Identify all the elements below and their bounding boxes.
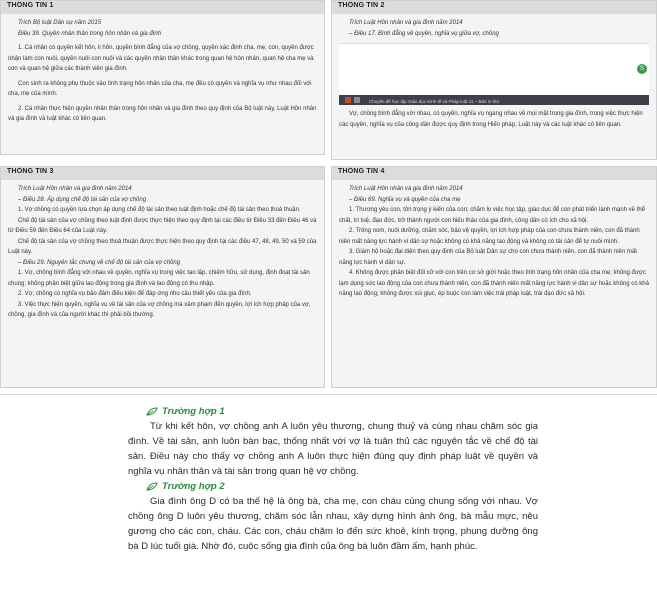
info-box-3-paragraph: Chế độ tài sản của vợ chồng theo luật định được thực hiện theo quy định tại các điều từ Điều 33 đến Điều 46 và từ Điều 59 đến Điều 64 của Luật này. <box>8 217 317 234</box>
info-box-4 <box>331 166 657 388</box>
info-box-1-paragraph: 2. Cá nhân thực hiện quyền nhân thân trong hôn nhân và gia đình theo quy định của Bộ luật này, Luật Hôn nhân và gia đình và luật khác có liên quan. <box>8 105 317 122</box>
case-1-text: Từ khi kết hôn, vợ chồng anh A luôn yêu thương, chung thuỷ và cùng nhau chăm sóc gia đình. Về tài sản, anh luôn bàn bạc, thống nhất với vợ là tuân thủ các nguyên tắc về chế độ tài sản. Điều này cho thấy vợ chồng anh A luôn thực hiện đúng quy định pháp luật về quyền và nghĩa vụ nhân thân và tài sản trong quan hệ vợ chồng. <box>128 421 538 477</box>
info-box-4-paragraph: 1. Thương yêu con, tôn trọng ý kiến của con; chăm lo việc học tập, giáo dục để con phát triển lành mạnh về thể chất, trí tuệ, đạo đức, trở thành người con hiếu thảo của gia đình, công dân có ích cho xã hội. <box>339 207 646 224</box>
info-box-3-paragraph: 1. Vợ, chồng bình đẳng với nhau về quyền, nghĩa vụ trong việc tạo lập, chiếm hữu, sử dụng, định đoạt tài sản chung; không phân biệt giữa lao động trong gia đình và lao động có thu nhập. <box>8 270 310 287</box>
info-box-3-body <box>1 180 324 324</box>
info-box-2 <box>331 0 657 160</box>
info-box-1-source: Trích Bộ luật Dân sự năm 2015 <box>18 20 102 26</box>
info-box-3-title: THÔNG TIN 3 <box>1 167 324 180</box>
info-box-3-paragraph: 2. Vợ, chồng có nghĩa vụ bảo đảm điều kiện để đáp ứng nhu cầu thiết yếu của gia đình. <box>18 291 252 297</box>
info-box-4-paragraph: 2. Trông nom, nuôi dưỡng, chăm sóc, bảo vệ quyền, lợi ích hợp pháp của con chưa thành niên, con đã thành niên mất năng lực hành vi dân sự hoặc không có khả năng lao động và không có tài sản để tự nuôi mình. <box>339 228 640 245</box>
info-box-4-paragraph: 4. Không được phân biệt đối xử với con trên cơ sở giới hoặc theo tình trạng hôn nhân của cha mẹ; không được lạm dụng sức lao động của con chưa thành niên, con đã thành niên mất năng lực hành vi dân sự hoặc không có khả năng lao động; không được xúi giục, ép buộc con làm việc trái pháp luật, trái đạo đức xã hội. <box>339 270 649 297</box>
info-box-1-body <box>1 14 324 128</box>
info-box-3-article: – Điều 29. Nguyên tắc chung về chế độ tài sản của vợ chồng <box>18 259 181 266</box>
info-box-3 <box>0 166 325 388</box>
info-box-3-paragraph: 1. Vợ chồng có quyền lựa chọn áp dụng chế độ tài sản theo luật định hoặc chế độ tài sản theo thoả thuận. <box>18 207 301 213</box>
case-2-label: Trường hợp 2 <box>162 481 225 492</box>
leaf-icon <box>146 407 158 416</box>
case-1-label: Trường hợp 1 <box>162 406 225 417</box>
case-studies <box>118 404 538 554</box>
info-box-3-source: Trích Luật Hôn nhân và gia đình năm 2014 <box>18 186 132 192</box>
square-icon <box>345 97 351 103</box>
info-box-3-paragraph: Chế độ tài sản của vợ chồng theo thoả thuận được thực hiện theo quy định tại các điều 47, 48, 49, 50 và 59 của Luật này. <box>8 238 317 255</box>
info-box-4-paragraph: 3. Giám hộ hoặc đại diện theo quy định của Bộ luật Dân sự cho con chưa thành niên, con đã thành niên mất năng lực hành vi dân sự. <box>339 249 637 266</box>
info-box-4-article: – Điều 69. Nghĩa vụ và quyền của cha mẹ <box>349 196 461 203</box>
leaf-icon <box>146 482 158 491</box>
info-box-1-title: THÔNG TIN 1 <box>1 1 324 14</box>
page-badge-icon: S <box>637 64 647 74</box>
case-2-heading <box>118 479 538 494</box>
info-box-1-paragraph: Con sinh ra không phụ thuộc vào tình trạng hôn nhân của cha, mẹ đều có quyền và nghĩa vụ như nhau đối với cha, mẹ của mình. <box>8 80 312 97</box>
info-box-1-paragraph: 1. Cá nhân có quyền kết hôn, li hôn, quyền bình đẳng của vợ chồng, quyền xác định cha, mẹ, con, quyền được nhận làm con nuôi, quyền nuôi con nuôi và các quyền nhân thân khác trong quan hệ hôn nhân, quan hệ cha mẹ và con và quan hệ giữa các thành viên gia đình. <box>8 45 314 72</box>
info-box-1 <box>0 0 325 155</box>
info-box-4-title: THÔNG TIN 4 <box>332 167 656 180</box>
section-divider <box>0 394 657 395</box>
info-box-3-paragraph: 3. Việc thực hiện quyền, nghĩa vụ về tài sản của vợ chồng mà xâm phạm đến quyền, lợi ích hợp pháp của vợ, chồng, gia đình và của người khác thì phải bồi thường. <box>8 301 311 318</box>
screenshot-caption: Chuyên đề học tập Giáo dục Kinh tế và Pháp luật 11 – Bản in thử <box>369 99 500 104</box>
screenshot-caption-bar <box>339 95 649 105</box>
square-icon <box>354 97 360 103</box>
info-box-3-article: – Điều 28. Áp dụng chế độ tài sản của vợ chồng <box>18 196 147 203</box>
embedded-screenshot <box>339 43 649 105</box>
case-2-text: Gia đình ông D có ba thế hệ là ông bà, cha mẹ, con cháu cùng chung sống với nhau. Vợ chồng ông D luôn yêu thương, chăm sóc lẫn nhau, xây dựng hình ảnh ông, bà mẫu mực, nêu gương cho các con, cháu. Các con, cháu chăm lo đến sức khoẻ, kính trọng, phụng dưỡng ông bà D lúc tuổi già. Nhờ đó, cuộc sống gia đình của ông bà luôn đầm ấm, hạnh phúc. <box>128 496 538 552</box>
info-box-1-article: Điều 39. Quyền nhân thân trong hôn nhân và gia đình <box>18 30 162 37</box>
info-box-2-article: – Điều 17. Bình đẳng về quyền, nghĩa vụ giữa vợ, chồng <box>349 30 499 37</box>
info-box-2-body <box>332 14 656 133</box>
info-box-2-paragraph: Vợ, chồng bình đẳng với nhau, có quyền, nghĩa vụ ngang nhau về mọi mặt trong gia đình, trong việc thực hiện các quyền, nghĩa vụ của công dân được quy định trong Hiến pháp, Luật này và các luật khác có liên quan. <box>339 111 643 128</box>
info-box-4-body <box>332 180 656 303</box>
info-box-4-source: Trích Luật Hôn nhân và gia đình năm 2014 <box>349 186 463 192</box>
info-box-2-source: Trích Luật Hôn nhân và gia đình năm 2014 <box>349 20 463 26</box>
case-1-heading <box>118 404 538 419</box>
info-box-2-title: THÔNG TIN 2 <box>332 1 656 14</box>
